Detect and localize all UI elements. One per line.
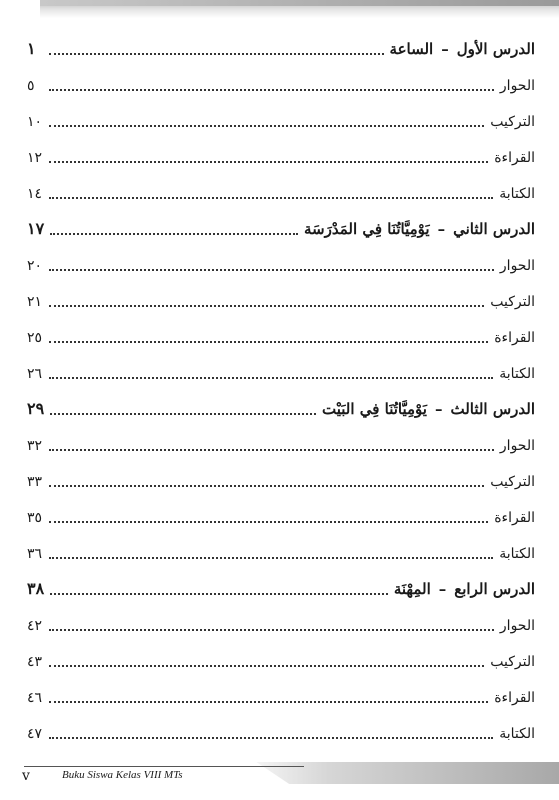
toc-lesson-row bbox=[27, 566, 535, 602]
toc-page-number: ١٤ bbox=[27, 186, 43, 202]
lesson-title bbox=[322, 400, 535, 422]
toc-title-text: الدرس الرابع bbox=[454, 580, 535, 598]
toc-item-row bbox=[27, 350, 535, 386]
toc-item-row bbox=[27, 674, 535, 710]
toc-item-row bbox=[27, 638, 535, 674]
toc-title-text: الدرس الثالث bbox=[450, 400, 535, 418]
toc-title-text: الكتابة bbox=[499, 366, 535, 382]
lesson-subtitle: يَوْمِيَّاتُنَا فِي البَيْت bbox=[322, 400, 427, 418]
toc-item-row bbox=[27, 602, 535, 638]
toc-title-text: التركيب bbox=[490, 654, 535, 670]
book-title: Buku Siswa Kelas VIII MTs bbox=[62, 769, 183, 781]
section-title bbox=[499, 546, 535, 566]
section-title bbox=[500, 78, 535, 98]
toc-item-row bbox=[27, 530, 535, 566]
toc-page-number: ٤٢ bbox=[27, 618, 43, 634]
toc-lesson-row bbox=[27, 386, 535, 422]
leader-dots bbox=[49, 161, 488, 163]
toc-page-number: ١ bbox=[27, 39, 36, 58]
lesson-title bbox=[304, 220, 535, 242]
section-title bbox=[494, 150, 535, 170]
toc-title-text: القراءة bbox=[494, 150, 535, 166]
toc-item-row bbox=[27, 422, 535, 458]
toc-title-text: القراءة bbox=[494, 690, 535, 706]
lesson-subtitle: المِهْنَة bbox=[393, 580, 431, 598]
lesson-subtitle: الساعة bbox=[389, 40, 434, 58]
leader-dots bbox=[49, 53, 384, 55]
toc-title-text: القراءة bbox=[494, 330, 535, 346]
leader-dots bbox=[49, 665, 484, 667]
toc-page-number: ٢٠ bbox=[27, 258, 43, 274]
leader-dots bbox=[49, 89, 494, 91]
toc-item-row bbox=[27, 98, 535, 134]
toc-page-number: ٢٦ bbox=[27, 366, 43, 382]
toc-page-number: ٣٢ bbox=[27, 438, 43, 454]
leader-dots bbox=[49, 197, 493, 199]
lesson-separator: – bbox=[437, 220, 446, 238]
toc-page-number: ١٢ bbox=[27, 150, 43, 166]
toc-item-row bbox=[27, 710, 535, 746]
lesson-separator: – bbox=[434, 400, 443, 418]
leader-dots bbox=[50, 413, 316, 415]
toc-page-number: ٢٩ bbox=[27, 399, 45, 418]
toc-page-number: ٥ bbox=[27, 78, 35, 94]
toc-item-row bbox=[27, 62, 535, 98]
page-footer bbox=[0, 758, 559, 800]
page-number: v bbox=[22, 768, 30, 784]
footer-rule bbox=[24, 766, 304, 767]
toc-item-row bbox=[27, 242, 535, 278]
toc-title-text: الحوار bbox=[499, 258, 535, 274]
lesson-separator: – bbox=[438, 580, 447, 598]
toc-page-number: ٤٦ bbox=[27, 690, 43, 706]
section-title bbox=[490, 294, 535, 314]
leader-dots bbox=[49, 629, 494, 631]
toc-title-text: التركيب bbox=[490, 114, 535, 130]
lesson-title bbox=[394, 580, 535, 602]
toc-item-row bbox=[27, 170, 535, 206]
leader-dots bbox=[49, 485, 484, 487]
toc-item-row bbox=[27, 494, 535, 530]
section-title bbox=[499, 366, 535, 386]
toc-lesson-row bbox=[27, 206, 535, 242]
section-title bbox=[499, 726, 535, 746]
toc-title-text: الكتابة bbox=[499, 726, 535, 742]
toc-page-number: ١٧ bbox=[27, 219, 45, 238]
toc-title-text: الحوار bbox=[499, 438, 535, 454]
leader-dots bbox=[49, 521, 488, 523]
section-title bbox=[494, 330, 535, 350]
header-decoration-band bbox=[40, 0, 559, 18]
toc-title-text: القراءة bbox=[494, 510, 535, 526]
section-title bbox=[500, 258, 535, 278]
toc-title-text: الحوار bbox=[499, 78, 535, 94]
toc-title-text: الدرس الأول bbox=[456, 40, 535, 58]
toc-title-text: الكتابة bbox=[499, 186, 535, 202]
section-title bbox=[500, 618, 535, 638]
leader-dots bbox=[49, 557, 493, 559]
toc-page-number: ٣٥ bbox=[27, 510, 43, 526]
leader-dots bbox=[50, 233, 298, 235]
toc-page-number: ٤٧ bbox=[27, 726, 43, 742]
section-title bbox=[490, 114, 535, 134]
leader-dots bbox=[49, 377, 493, 379]
toc-item-row bbox=[27, 134, 535, 170]
toc-page-number: ٢١ bbox=[27, 294, 43, 310]
lesson-separator: – bbox=[441, 40, 449, 58]
toc-item-row bbox=[27, 458, 535, 494]
leader-dots bbox=[50, 593, 388, 595]
leader-dots bbox=[49, 341, 488, 343]
toc-item-row bbox=[27, 278, 535, 314]
toc-page-number: ٤٣ bbox=[27, 654, 43, 670]
toc-title-text: الكتابة bbox=[499, 546, 535, 562]
toc-title-text: الدرس الثاني bbox=[453, 220, 535, 238]
leader-dots bbox=[49, 305, 484, 307]
toc-page-number: ١٠ bbox=[27, 114, 43, 130]
lesson-title bbox=[390, 40, 535, 62]
section-title bbox=[490, 474, 535, 494]
leader-dots bbox=[49, 269, 494, 271]
toc-title-text: التركيب bbox=[490, 294, 535, 310]
toc-item-row bbox=[27, 314, 535, 350]
leader-dots bbox=[49, 701, 488, 703]
leader-dots bbox=[49, 125, 484, 127]
lesson-subtitle: يَوْمِيَّاتُنَا فِي المَدْرَسَة bbox=[304, 220, 430, 238]
section-title bbox=[500, 438, 535, 458]
toc-page-number: ٣٨ bbox=[27, 579, 45, 598]
toc-page-number: ٣٣ bbox=[27, 474, 43, 490]
table-of-contents bbox=[27, 26, 535, 746]
section-title bbox=[494, 510, 535, 530]
leader-dots bbox=[49, 449, 494, 451]
section-title bbox=[490, 654, 535, 674]
leader-dots bbox=[49, 737, 493, 739]
toc-title-text: الحوار bbox=[499, 618, 535, 634]
toc-page-number: ٣٦ bbox=[27, 546, 43, 562]
toc-title-text: التركيب bbox=[490, 474, 535, 490]
section-title bbox=[499, 186, 535, 206]
toc-page-number: ٢٥ bbox=[27, 330, 43, 346]
section-title bbox=[494, 690, 535, 710]
toc-lesson-row bbox=[27, 26, 535, 62]
